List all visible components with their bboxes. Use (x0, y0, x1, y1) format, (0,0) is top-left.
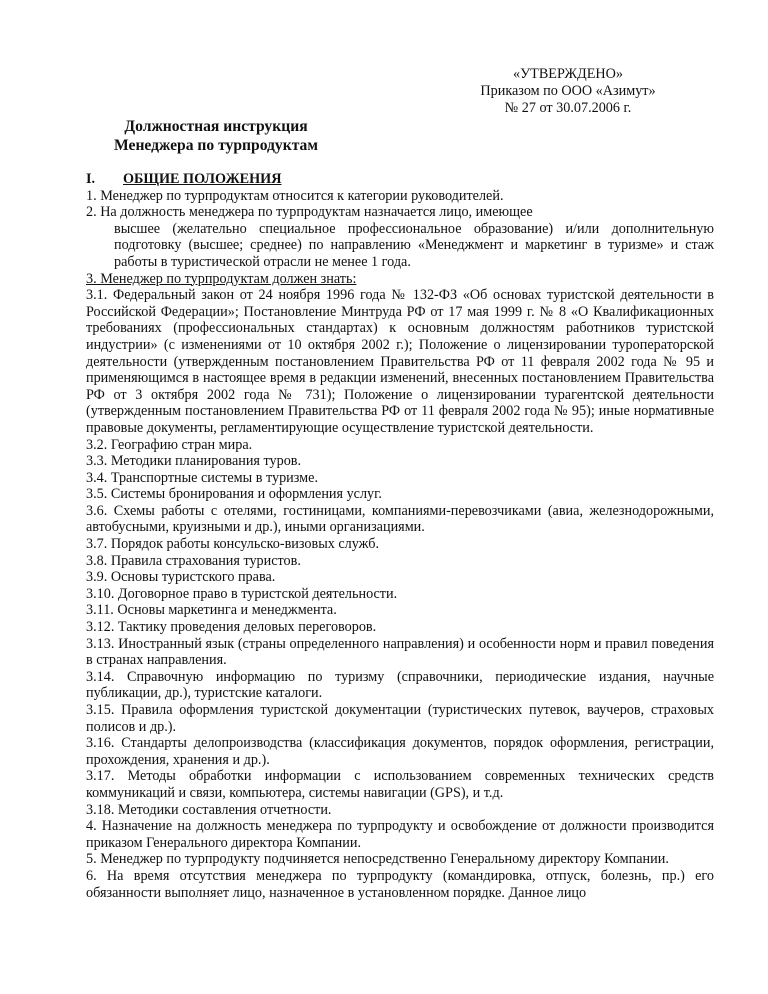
section-heading (86, 171, 714, 188)
section-number: I. (86, 171, 96, 187)
paragraph-3-3: 3.3. Методики планирования туров. (86, 453, 302, 470)
paragraph-3-11: 3.11. Основы маркетинга и менеджмента. (86, 602, 337, 619)
paragraph-6: 6. На время отсутствия менеджера по турпродукту (командировка, отпуск, болезнь, пр.) его обязанности выполняет лицо, назначенное в установленном порядке. Данное лицо (86, 867, 714, 901)
document-title (92, 117, 340, 155)
paragraph-3-12: 3.12. Тактику проведения деловых переговоров. (86, 619, 377, 636)
paragraph-3-15: 3.15. Правила оформления туристской документации (туристических путевок, ваучеров, страховых полисов и др.). (86, 702, 714, 735)
paragraph-3-2: 3.2. Географию стран мира. (86, 436, 253, 453)
paragraph-3-16: 3.16. Стандарты делопроизводства (классификация документов, порядок оформления, регистрации, прохождения, хранения и др.). (86, 735, 714, 768)
paragraph-3-6: 3.6. Схемы работы с отелями, гостиницами, компаниями-перевозчиками (авиа, железнодорожными, автобусными, круизными и др.), иными организациями. (86, 502, 714, 536)
paragraph-3-8: 3.8. Правила страхования туристов. (86, 552, 301, 569)
paragraph-3-7: 3.7. Порядок работы консульско-визовых служб. (86, 536, 380, 553)
paragraph-2-rest: высшее (желательно специальное профессиональное образование) и/или дополнительную подготовку (высшее; среднее) по направлению «Менеджмент и маркетинг в туризме» и стаж работы в туристической отрасли не менее 1 года. (114, 220, 714, 270)
paragraph-3-9: 3.9. Основы туристского права. (86, 569, 276, 586)
paragraph-3-5: 3.5. Системы бронирования и оформления услуг. (86, 486, 382, 503)
document-title-line-1: Должностная инструкция (124, 118, 308, 135)
paragraph-4: 4. Назначение на должность менеджера по турпродукту и освобождение от должности производится приказом Генерального директора Компании. (86, 818, 714, 851)
document-body (86, 171, 714, 901)
paragraph-3 (86, 271, 714, 288)
paragraph-3-4: 3.4. Транспортные системы в туризме. (86, 469, 319, 486)
paragraph-3-1: 3.1. Федеральный закон от 24 ноября 1996 года № 132-ФЗ «Об основах туристской деятельности в Российской Федерации»; Постановление Минтруда РФ от 17 мая 1999 г. № 8 «О Квалификационных требованиях (профессиональных стандартах) к основным должностям работников туристской индустрии» (с изменениями от 10 октября 2002 г.); Положение о лицензировании туроператорской деятельности (утвержденным постановлением Правительства РФ от 11 февраля 2002 года № 95 и применяющимся в настоящее время в редакции изменений, внесенных постановлением Правительства РФ от 3 октября 2002 года № 731); Положение о лицензировании турагентской деятельности (утвержденным постановлением Правительства РФ от 11 февраля 2002 года № 95); иные нормативные правовые документы, регламентирующие осуществление туристской деятельности. (86, 287, 714, 436)
paragraph-3-10: 3.10. Договорное право в туристской деятельности. (86, 585, 398, 602)
approval-number-date: № 27 от 30.07.2006 г. (504, 100, 632, 116)
paragraph-2-lead: 2. На должность менеджера по турпродуктам назначается лицо, имеющее (86, 204, 533, 221)
document-title-line-2: Менеджера по турпродуктам (114, 137, 318, 154)
approval-status: «УТВЕРЖДЕНО» (513, 66, 623, 82)
section-title: ОБЩИЕ ПОЛОЖЕНИЯ (123, 171, 282, 187)
paragraph-3-text: 3. Менеджер по турпродуктам должен знать: (86, 270, 357, 287)
paragraph-3-17: 3.17. Методы обработки информации с использованием современных технических средств коммуникаций и связи, компьютера, системы навигации (GPS), и т.д. (86, 768, 714, 801)
paragraph-3-18: 3.18. Методики составления отчетности. (86, 801, 332, 818)
paragraph-1: 1. Менеджер по турпродуктам относится к категории руководителей. (86, 187, 504, 204)
approval-stamp (458, 66, 678, 117)
paragraph-2 (86, 204, 714, 270)
paragraph-3-14: 3.14. Справочную информацию по туризму (справочники, периодические издания, научные публикации, др.), туристские каталоги. (86, 668, 714, 702)
approval-order: Приказом по ООО «Азимут» (480, 83, 656, 99)
paragraph-5: 5. Менеджер по турпродукту подчиняется непосредственно Генеральному директору Компании. (86, 851, 669, 868)
paragraph-3-13: 3.13. Иностранный язык (страны определенного направления) и особенности норм и правил поведения в странах направления. (86, 635, 714, 669)
